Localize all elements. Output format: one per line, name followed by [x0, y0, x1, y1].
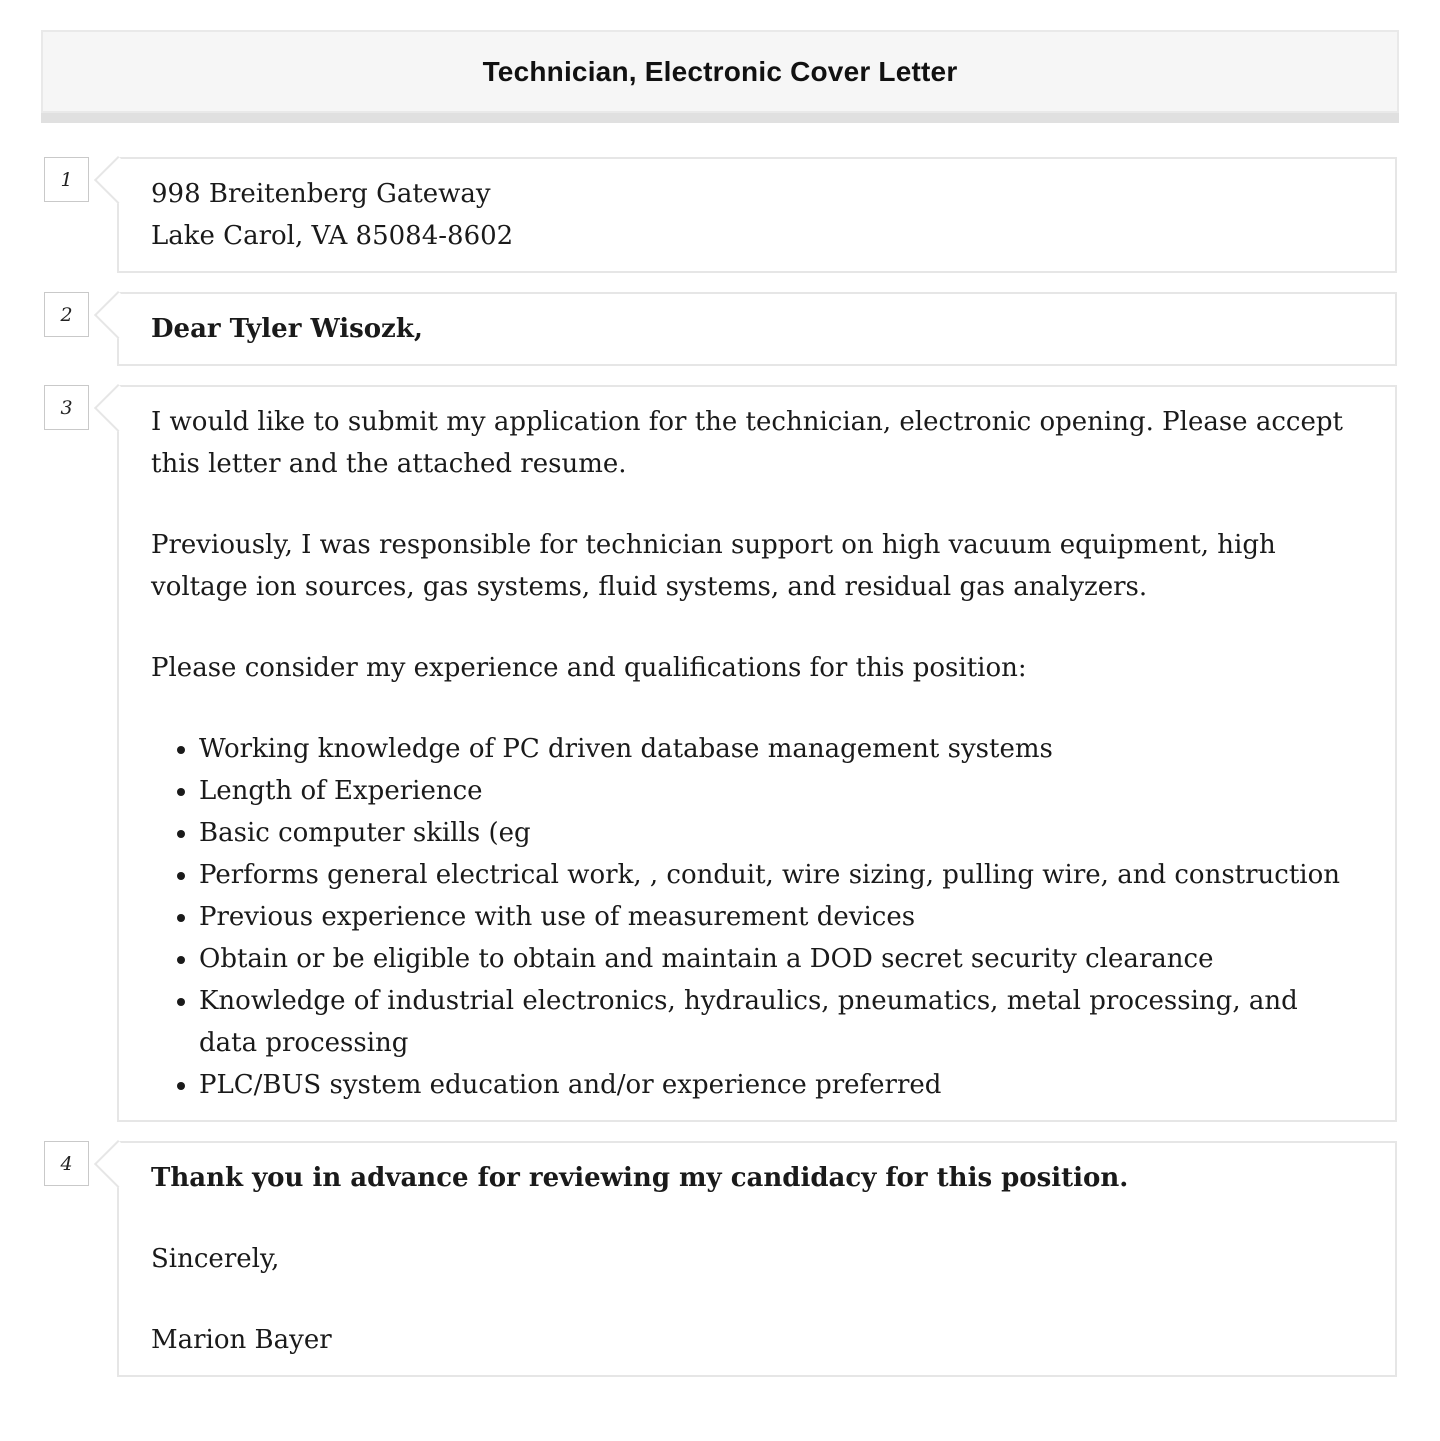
section-number: 2 [60, 303, 73, 326]
section-number-badge [44, 157, 89, 202]
body-paragraph-2: Previously, I was responsible for technician support on high vacuum equipment, high voltage ion sources, gas systems, fluid systems, and residual gas analyzers. [151, 530, 1276, 602]
body-bubble [117, 385, 1397, 1122]
section-closing [44, 1141, 1397, 1377]
cover-letter [44, 157, 1397, 1377]
list-item: • Obtain or be eligible to obtain and maintain a DOD secret security clearance [199, 938, 1350, 980]
address-bubble [117, 157, 1397, 273]
qualifications-list [151, 728, 1350, 1106]
section-number-badge [44, 1141, 89, 1186]
section-number: 1 [60, 168, 73, 191]
section-address [44, 157, 1397, 273]
page-header [41, 30, 1399, 113]
salutation-text: Dear Tyler Wisozk, [151, 314, 423, 344]
page-title: Technician, Electronic Cover Letter [482, 55, 958, 87]
closing-signature: Marion Bayer [151, 1325, 332, 1355]
list-item: • Knowledge of industrial electronics, hydraulics, pneumatics, metal processing, and data processing [199, 980, 1350, 1064]
section-number: 3 [60, 396, 73, 419]
closing-valediction: Sincerely, [151, 1244, 280, 1274]
closing-bubble [117, 1141, 1397, 1377]
list-item: • Length of Experience [199, 770, 1350, 812]
section-number-badge [44, 292, 89, 337]
section-salutation [44, 292, 1397, 366]
section-number: 4 [60, 1152, 73, 1175]
list-item: • Basic computer skills (eg [199, 812, 1350, 854]
salutation-bubble [117, 292, 1397, 366]
body-paragraph-3: Please consider my experience and qualifications for this position: [151, 653, 1027, 683]
list-item: • Performs general electrical work, , conduit, wire sizing, pulling wire, and construction [199, 854, 1350, 896]
list-item: • Working knowledge of PC driven database management systems [199, 728, 1350, 770]
section-body [44, 385, 1397, 1122]
address-line-2: Lake Carol, VA 85084-8602 [151, 221, 514, 251]
list-item: • PLC/BUS system education and/or experience preferred [199, 1064, 1350, 1106]
header-shadow [41, 113, 1399, 123]
list-item: • Previous experience with use of measurement devices [199, 896, 1350, 938]
address-line-1: 998 Breitenberg Gateway [151, 179, 491, 209]
closing-thanks: Thank you in advance for reviewing my candidacy for this position. [151, 1163, 1129, 1193]
section-number-badge [44, 385, 89, 430]
body-paragraph-1: I would like to submit my application for the technician, electronic opening. Please accept this letter and the attached resume. [151, 407, 1343, 479]
